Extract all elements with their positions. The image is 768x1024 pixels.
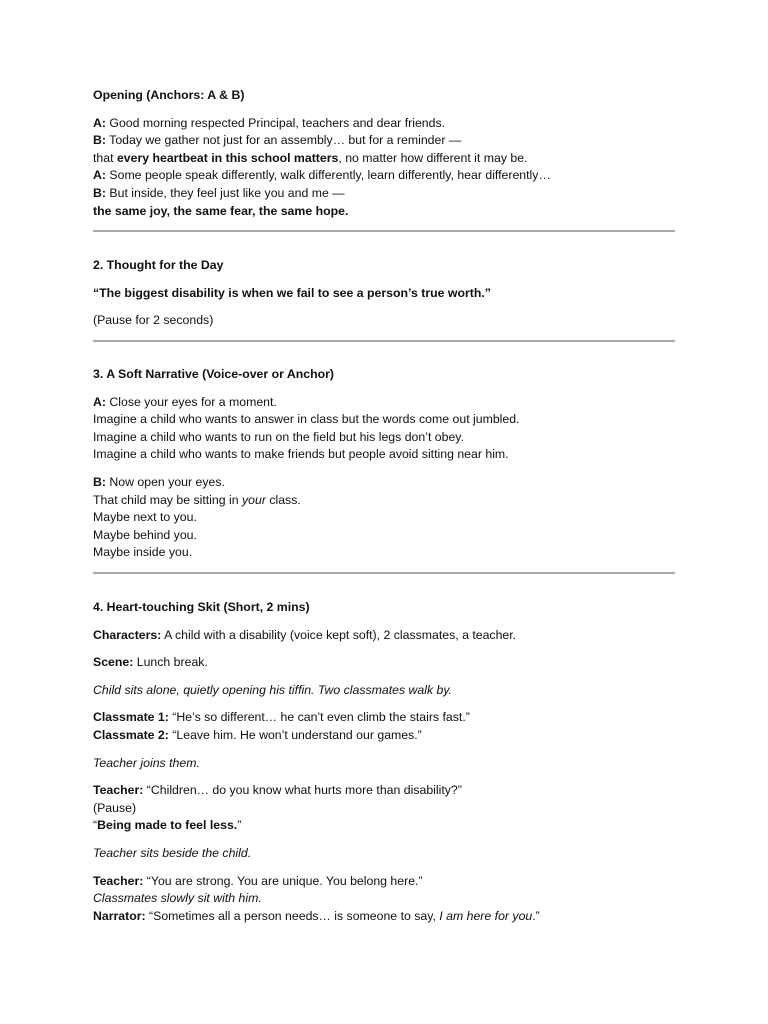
narrative-b-line-5: Maybe inside you. (93, 545, 193, 560)
skit-classmate-1: Classmate 1: “He’s so different… he can’t even climb the stairs fast.” (93, 710, 470, 725)
speaker-label: A: (93, 115, 106, 130)
opening-line-4: A: Some people speak differently, walk differently, learn differently, hear differently… (93, 168, 551, 183)
skit-narrator: Narrator: “Sometimes all a person needs… is someone to say, I am here for you.” (93, 908, 540, 923)
skit-classmate-2: Classmate 2: “Leave him. He won’t understand our games.” (93, 727, 422, 742)
skit-teacher-2: Teacher: “You are strong. You are unique. You belong here.” (93, 873, 423, 888)
opening-heading: Opening (Anchors: A & B) (93, 88, 245, 102)
narrative-section (93, 366, 675, 562)
opening-line-5: B: But inside, they feel just like you and me — (93, 185, 345, 200)
narrative-a-line-1: A: Close your eyes for a moment. (93, 394, 277, 409)
speaker-label: B: (93, 185, 106, 200)
stage-direction: Child sits alone, quietly opening his tiffin. Two classmates walk by. (93, 682, 453, 697)
speaker-label: A: (93, 168, 106, 183)
narrative-b-line-3: Maybe next to you. (93, 510, 197, 525)
speaker-label: B: (93, 133, 106, 148)
opening-line-3: that every heartbeat in this school matters, no matter how different it may be. (93, 150, 528, 165)
skit-scene: Scene: Lunch break. (93, 655, 208, 670)
speaker-label: B: (93, 474, 106, 489)
section-divider (93, 340, 675, 342)
speaker-label: Narrator: (93, 908, 146, 923)
opening-line-6: the same joy, the same fear, the same hope. (93, 203, 349, 218)
opening-line-1: A: Good morning respected Principal, teachers and dear friends. (93, 115, 446, 130)
narrative-a-line-4: Imagine a child who wants to make friends but people avoid sitting near him. (93, 447, 509, 462)
narrative-a-line-3: Imagine a child who wants to run on the field but his legs don’t obey. (93, 429, 464, 444)
opening-section (93, 87, 675, 220)
narrative-heading: 3. A Soft Narrative (Voice-over or Anchor) (93, 367, 334, 381)
stage-direction: Teacher joins them. (93, 755, 200, 770)
stage-direction: Teacher sits beside the child. (93, 845, 252, 860)
section-divider (93, 572, 675, 574)
skit-teacher-1b: “Being made to feel less.” (93, 818, 242, 833)
stage-direction: Classmates slowly sit with him. (93, 891, 262, 906)
narrative-b-line-1: B: Now open your eyes. (93, 474, 225, 489)
skit-pause: (Pause) (93, 800, 137, 815)
skit-section (93, 599, 675, 925)
thought-heading: 2. Thought for the Day (93, 258, 224, 272)
thought-quote: “The biggest disability is when we fail to see a person’s true worth.” (93, 285, 491, 300)
speaker-label: Classmate 2: (93, 727, 169, 742)
skit-teacher-1: Teacher: “Children… do you know what hurts more than disability?” (93, 783, 462, 798)
thought-pause: (Pause for 2 seconds) (93, 313, 214, 328)
speaker-label: A: (93, 394, 106, 409)
speaker-label: Teacher: (93, 783, 144, 798)
section-divider (93, 230, 675, 232)
thought-section (93, 257, 675, 330)
speaker-label: Teacher: (93, 873, 144, 888)
skit-characters: Characters: A child with a disability (voice kept soft), 2 classmates, a teacher. (93, 627, 517, 642)
speaker-label: Classmate 1: (93, 710, 169, 725)
opening-line-2: B: Today we gather not just for an assembly… but for a reminder — (93, 133, 462, 148)
narrative-b-line-2: That child may be sitting in your class. (93, 492, 301, 507)
narrative-b-line-4: Maybe behind you. (93, 527, 197, 542)
narrative-a-line-2: Imagine a child who wants to answer in class but the words come out jumbled. (93, 412, 520, 427)
skit-heading: 4. Heart-touching Skit (Short, 2 mins) (93, 600, 310, 614)
